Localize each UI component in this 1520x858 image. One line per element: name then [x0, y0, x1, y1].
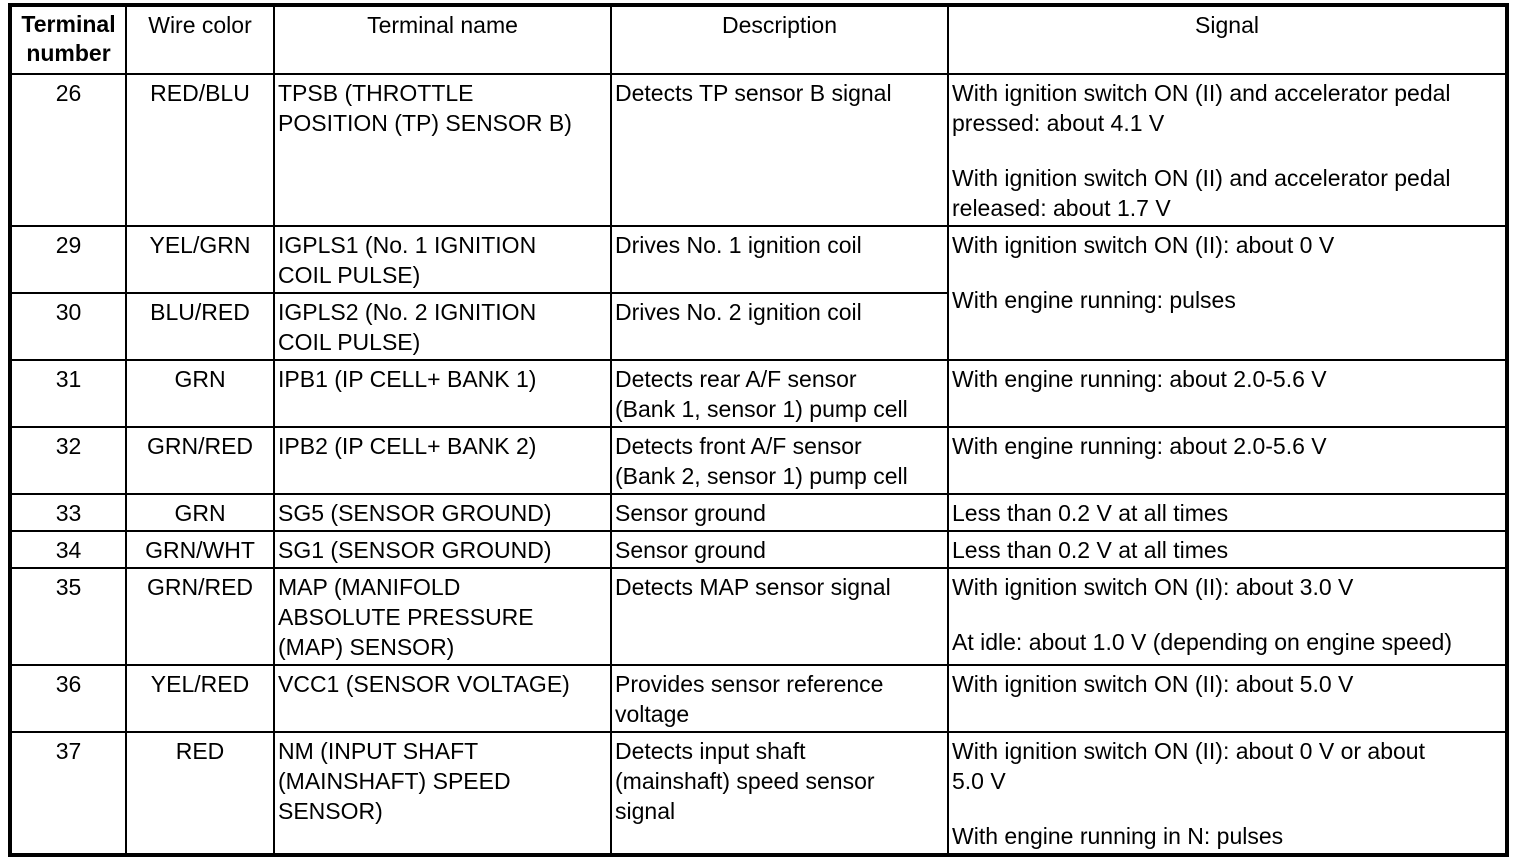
signal: [948, 74, 1506, 226]
wire-color: BLU/RED: [126, 293, 274, 360]
description: Drives No. 1 ignition coil: [611, 226, 948, 293]
header-signal: Signal: [948, 6, 1506, 74]
table-row: [11, 427, 1506, 494]
signal-line: At idle: about 1.0 V (depending on engine speed): [952, 629, 1452, 655]
signal-line: With ignition switch ON (II) and accelerator pedal released: about 1.7 V: [952, 165, 1451, 221]
terminal-name: MAP (MANIFOLD ABSOLUTE PRESSURE (MAP) SENSOR): [274, 568, 611, 665]
table-row: [11, 360, 1506, 427]
wire-color: YEL/RED: [126, 665, 274, 732]
signal-line: With engine running: pulses: [952, 287, 1236, 313]
description: Drives No. 2 ignition coil: [611, 293, 948, 360]
terminal-table: [10, 5, 1507, 855]
terminal-name: NM (INPUT SHAFT (MAINSHAFT) SPEED SENSOR): [274, 732, 611, 854]
terminal-number: 37: [11, 732, 126, 854]
terminal-name: IPB1 (IP CELL+ BANK 1): [274, 360, 611, 427]
signal-line: With engine running: about 2.0-5.6 V: [952, 366, 1327, 392]
wire-color: RED/BLU: [126, 74, 274, 226]
description: Detects input shaft (mainshaft) speed sensor signal: [611, 732, 948, 854]
signal: [948, 427, 1506, 494]
signal: [948, 568, 1506, 665]
terminal-number: 34: [11, 531, 126, 568]
signal: [948, 531, 1506, 568]
terminal-name: SG1 (SENSOR GROUND): [274, 531, 611, 568]
wire-color: GRN/WHT: [126, 531, 274, 568]
table-row: [11, 226, 1506, 293]
signal-line: Less than 0.2 V at all times: [952, 537, 1229, 563]
description: Provides sensor reference voltage: [611, 665, 948, 732]
wire-color: YEL/GRN: [126, 226, 274, 293]
header-terminal-number: Terminal number: [11, 6, 126, 74]
header-row: [11, 6, 1506, 74]
signal-line: With ignition switch ON (II): about 5.0 V: [952, 671, 1354, 697]
description: Sensor ground: [611, 494, 948, 531]
terminal-name: VCC1 (SENSOR VOLTAGE): [274, 665, 611, 732]
signal: [948, 494, 1506, 531]
signal-line: With ignition switch ON (II) and accelerator pedal pressed: about 4.1 V: [952, 80, 1451, 136]
description: Detects rear A/F sensor (Bank 1, sensor 1) pump cell: [611, 360, 948, 427]
signal-line: With ignition switch ON (II): about 3.0 V: [952, 574, 1354, 600]
signal-line: With engine running in N: pulses: [952, 823, 1284, 849]
terminal-number: 36: [11, 665, 126, 732]
terminal-name: IPB2 (IP CELL+ BANK 2): [274, 427, 611, 494]
terminal-number: 35: [11, 568, 126, 665]
table-row: [11, 531, 1506, 568]
header-terminal-name: Terminal name: [274, 6, 611, 74]
table-row: [11, 494, 1506, 531]
description: Detects front A/F sensor (Bank 2, sensor 1) pump cell: [611, 427, 948, 494]
terminal-name: IGPLS1 (No. 1 IGNITION COIL PULSE): [274, 226, 611, 293]
wire-color: GRN/RED: [126, 568, 274, 665]
wire-color: GRN: [126, 494, 274, 531]
header-description: Description: [611, 6, 948, 74]
terminal-number: 31: [11, 360, 126, 427]
table-row: [11, 74, 1506, 226]
signal-line: Less than 0.2 V at all times: [952, 500, 1229, 526]
terminal-name: SG5 (SENSOR GROUND): [274, 494, 611, 531]
wire-color: RED: [126, 732, 274, 854]
description: Detects MAP sensor signal: [611, 568, 948, 665]
terminal-number: 33: [11, 494, 126, 531]
description: Detects TP sensor B signal: [611, 74, 948, 226]
terminal-number: 30: [11, 293, 126, 360]
signal-line: With ignition switch ON (II): about 0 V or about 5.0 V: [952, 738, 1425, 794]
terminal-name: TPSB (THROTTLE POSITION (TP) SENSOR B): [274, 74, 611, 226]
terminal-number: 26: [11, 74, 126, 226]
signal: [948, 665, 1506, 732]
signal: [948, 226, 1506, 360]
terminal-number: 32: [11, 427, 126, 494]
signal: [948, 360, 1506, 427]
signal: [948, 732, 1506, 854]
terminal-number: 29: [11, 226, 126, 293]
header-wire-color: Wire color: [126, 6, 274, 74]
signal-line: With engine running: about 2.0-5.6 V: [952, 433, 1327, 459]
table-row: [11, 732, 1506, 854]
wire-color: GRN/RED: [126, 427, 274, 494]
terminal-name: IGPLS2 (No. 2 IGNITION COIL PULSE): [274, 293, 611, 360]
table-row: [11, 665, 1506, 732]
wire-color: GRN: [126, 360, 274, 427]
signal-line: With ignition switch ON (II): about 0 V: [952, 232, 1335, 258]
description: Sensor ground: [611, 531, 948, 568]
table-row: [11, 568, 1506, 665]
